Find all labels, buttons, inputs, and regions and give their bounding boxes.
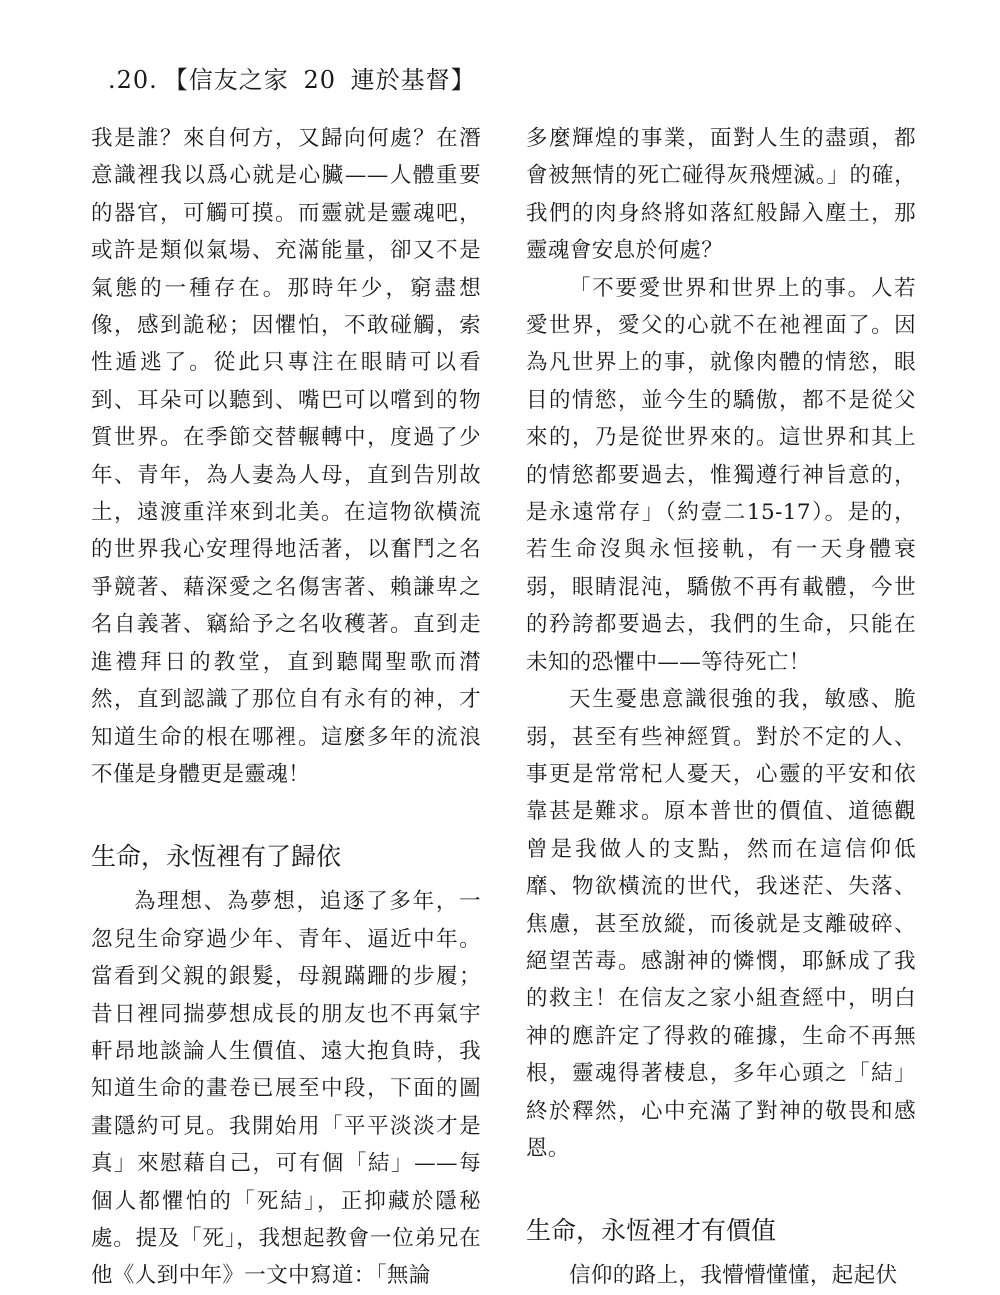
section-heading: 生命，永恆裡有了歸依 (91, 842, 342, 872)
body-paragraph: 信仰的路上，我懵懵懂懂，起起伏 (569, 1263, 898, 1289)
issue-number: 20 (303, 66, 336, 94)
paragraph-gap (91, 793, 481, 829)
left-column (91, 120, 481, 1295)
section-heading: 生命，永恆裡才有價值 (526, 1216, 777, 1246)
publication-name: 【信友之家 (163, 66, 289, 94)
paragraph-gap (526, 1167, 916, 1203)
body-paragraph: 多麼輝煌的事業，面對人生的盡頭，都會被無情的死亡碰得灰飛煙滅。」的確，我們的肉身終將如落紅般歸入塵土，那靈魂會安息於何處？ (526, 126, 916, 264)
page-header (108, 66, 482, 94)
section-title: 連於基督】 (350, 66, 476, 94)
body-paragraph: 為理想、為夢想，追逐了多年，一忽兒生命穿過少年、青年、逼近中年。當看到父親的銀髮，母親蹣跚的步履；昔日裡同揣夢想成長的朋友也不再氣宇軒昂地談論人生價值、遠大抱負時，我知道生命的畫卷已展至中段，下面的圖畫隱約可見。我開始用「平平淡淡才是真」來慰藉自己，可有個「結」——每個人都懼怕的「死結」，正抑藏於隱秘處。提及「死」，我想起教會一位弟兄在他《人到中年》一文中寫道：「無論 (91, 889, 481, 1289)
right-column (526, 120, 916, 1295)
body-paragraph: 天生憂患意識很強的我，敏感、脆弱，甚至有些神經質。對於不定的人、事更是常常杞人憂天，心靈的平安和依靠甚是難求。原本普世的價值、道德觀曾是我做人的支點，然而在這信仰低靡、物欲橫流的世代，我迷茫、失落、焦慮，甚至放縱，而後就是支離破碎、絕望苦毒。感謝神的憐憫，耶穌成了我的救主！在信友之家小組查經中，明白神的應許定了得救的確據，生命不再無根，靈魂得著棲息，多年心頭之「結」終於釋然，心中充滿了對神的敬畏和感恩。 (526, 687, 916, 1161)
body-paragraph: 我是誰？來自何方，又歸向何處？在潛意識裡我以爲心就是心臟——人體重要的器官，可觸可摸。而靈就是靈魂吧，或許是類似氣場、充滿能量，卻又不是氣態的一種存在。那時年少，窮盡想像，感到詭秘；因懼怕，不敢碰觸，索性遁逃了。從此只專注在眼睛可以看到、耳朵可以聽到、嘴巴可以嚐到的物質世界。在季節交替輾轉中，度過了少年、青年，為人妻為人母，直到告別故土，遠渡重洋來到北美。在這物欲橫流的世界我心安理得地活著，以奮鬥之名爭競著、藉深愛之名傷害著、賴謙卑之名自義著、竊給予之名收穫著。直到走進禮拜日的教堂，直到聽聞聖歌而潸然，直到認識了那位自有永有的神，才知道生命的根在哪裡。這麼多年的流浪不僅是身體更是靈魂！ (91, 126, 481, 787)
body-paragraph: 「不要愛世界和世界上的事。人若愛世界，愛父的心就不在祂裡面了。因為凡世界上的事，就像肉體的情慾，眼目的情慾，並今生的驕傲，都不是從父來的，乃是從世界來的。這世界和其上的情慾都要過去，惟獨遵行神旨意的，是永遠常存」（約壹二15-17）。是的，若生命沒與永恒接軌，有一天身體衰弱，眼睛混沌，驕傲不再有載體，今世的矜誇都要過去，我們的生命，只能在未知的恐懼中——等待死亡！ (526, 275, 916, 675)
page-number: .20. (108, 66, 158, 94)
